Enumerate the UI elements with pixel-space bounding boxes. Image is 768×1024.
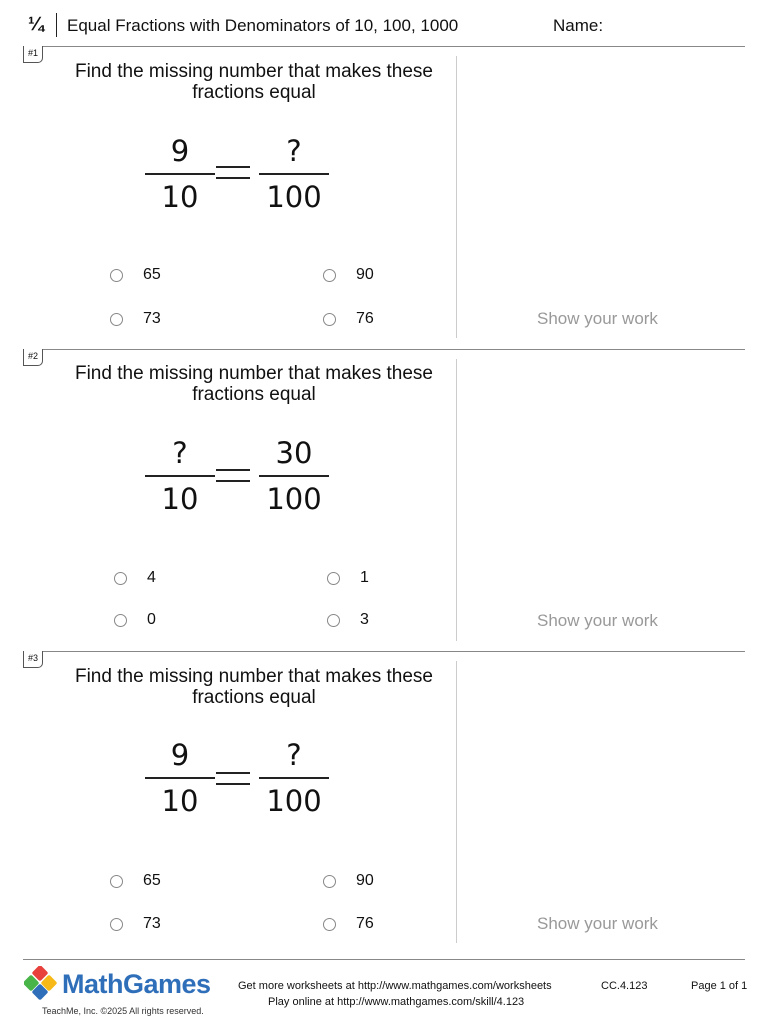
choice-label: 0 — [147, 611, 156, 628]
problem-prompt — [50, 363, 458, 405]
fraction-bar — [145, 475, 215, 477]
left-fraction — [145, 736, 215, 820]
radio-button[interactable] — [323, 918, 336, 931]
radio-button[interactable] — [323, 313, 336, 326]
choice-b[interactable] — [327, 569, 369, 587]
choice-label: 90 — [356, 266, 374, 283]
choice-label: 73 — [143, 310, 161, 327]
problem-tag: #3 — [23, 651, 43, 668]
radio-button[interactable] — [110, 875, 123, 888]
logo-wordmark[interactable]: MathGames — [62, 969, 211, 999]
choice-d[interactable] — [323, 915, 374, 933]
prompt-line-1: Find the missing number that makes these — [74, 61, 433, 82]
show-your-work: Show your work — [537, 611, 658, 630]
right-fraction — [259, 434, 329, 518]
left-fraction — [145, 132, 215, 216]
page-number: Page 1 of 1 — [691, 980, 748, 992]
right-denominator: 100 — [266, 481, 322, 516]
equals-sign — [216, 772, 250, 786]
problem-rule — [23, 349, 745, 350]
problem-rule — [23, 651, 745, 652]
radio-button[interactable] — [110, 313, 123, 326]
problem-tag: #1 — [23, 46, 43, 63]
skill-code: CC.4.123 — [601, 980, 648, 992]
right-fraction — [259, 736, 329, 820]
prompt-line-2: fractions equal — [192, 82, 316, 103]
header-rule — [23, 46, 745, 47]
choice-b[interactable] — [323, 266, 374, 284]
choice-label: 65 — [143, 872, 161, 889]
right-fraction — [259, 132, 329, 216]
left-fraction — [145, 434, 215, 518]
fraction-bar — [145, 777, 215, 779]
choice-b[interactable] — [323, 872, 374, 890]
prompt-line-2: fractions equal — [192, 687, 316, 708]
choice-label: 73 — [143, 915, 161, 932]
prompt-line-1: Find the missing number that makes these — [74, 666, 433, 687]
right-numerator: ? — [286, 738, 302, 772]
left-denominator: 10 — [161, 481, 199, 516]
worksheets-link[interactable]: Get more worksheets at http://www.mathgames.com/worksheets — [238, 980, 552, 992]
prompt-line-2: fractions equal — [192, 384, 316, 405]
name-label: Name: — [553, 16, 604, 35]
choice-label: 1 — [360, 569, 369, 586]
choice-label: 76 — [356, 915, 374, 932]
radio-button[interactable] — [110, 918, 123, 931]
choice-d[interactable] — [323, 310, 374, 328]
radio-button[interactable] — [327, 572, 340, 585]
equals-sign — [216, 166, 250, 180]
right-numerator: ? — [286, 134, 302, 168]
choice-c[interactable] — [114, 611, 156, 629]
choice-a[interactable] — [114, 569, 156, 587]
footer-rule — [23, 959, 745, 960]
right-numerator: 30 — [275, 436, 313, 470]
radio-button[interactable] — [110, 269, 123, 282]
fraction-bar — [145, 173, 215, 175]
fraction-bar — [259, 475, 329, 477]
problem-prompt — [50, 61, 458, 103]
left-numerator: 9 — [170, 738, 190, 772]
header-divider — [56, 13, 57, 37]
left-numerator: ? — [172, 436, 188, 470]
copyright: TeachMe, Inc. ©2025 All rights reserved. — [42, 1006, 204, 1016]
choice-label: 3 — [360, 611, 369, 628]
left-denominator: 10 — [161, 179, 199, 214]
grade-label: ¼ — [28, 14, 44, 35]
problem-tag: #2 — [23, 349, 43, 366]
right-denominator: 100 — [266, 783, 322, 818]
worksheet-header — [0, 0, 768, 46]
right-denominator: 100 — [266, 179, 322, 214]
equals-sign — [216, 469, 250, 483]
choice-d[interactable] — [327, 611, 369, 629]
radio-button[interactable] — [114, 572, 127, 585]
choice-c[interactable] — [110, 915, 161, 933]
choice-label: 4 — [147, 569, 156, 586]
choice-label: 76 — [356, 310, 374, 327]
fraction-bar — [259, 777, 329, 779]
worksheet-title: Equal Fractions with Denominators of 10, 100, 1000 — [67, 16, 459, 35]
show-your-work: Show your work — [537, 309, 658, 328]
radio-button[interactable] — [114, 614, 127, 627]
choice-label: 90 — [356, 872, 374, 889]
radio-button[interactable] — [327, 614, 340, 627]
left-numerator: 9 — [170, 134, 190, 168]
choice-label: 65 — [143, 266, 161, 283]
mathgames-logo-icon[interactable] — [24, 966, 58, 1000]
problem-prompt — [50, 666, 458, 708]
play-online-link[interactable]: Play online at http://www.mathgames.com/skill/4.123 — [268, 996, 525, 1008]
radio-button[interactable] — [323, 269, 336, 282]
left-denominator: 10 — [161, 783, 199, 818]
radio-button[interactable] — [323, 875, 336, 888]
show-your-work: Show your work — [537, 914, 658, 933]
choice-c[interactable] — [110, 310, 161, 328]
choice-a[interactable] — [110, 266, 161, 284]
choice-a[interactable] — [110, 872, 161, 890]
fraction-bar — [259, 173, 329, 175]
prompt-line-1: Find the missing number that makes these — [74, 363, 433, 384]
